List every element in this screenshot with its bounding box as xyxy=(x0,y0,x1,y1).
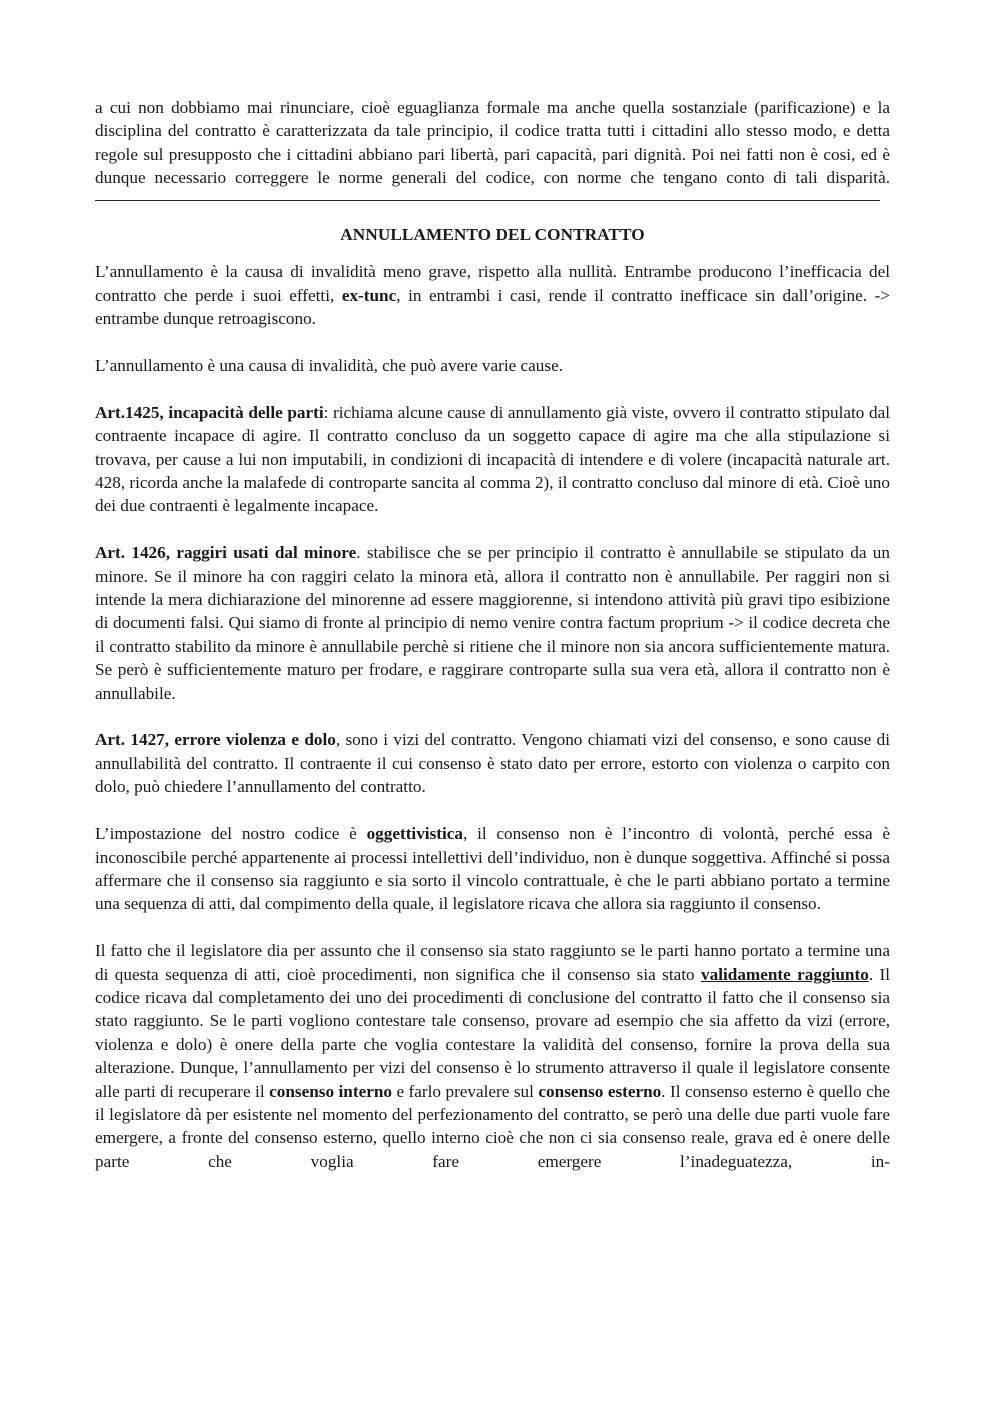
paragraph-text: . Il consenso esterno è quello che il legislatore dà per esistente nel momento del perfezionamento del contratto, se però una delle due parti vuole fare emergere, a fronte del consenso esterno, quello interno cioè che non ci sia consenso reale, grava ed è onere delle parte che voglia fare emergere l’inadeguatezza, in- xyxy=(95,1081,890,1171)
term-consenso-esterno: consenso esterno xyxy=(538,1081,662,1101)
paragraph-oggettivistica xyxy=(95,822,890,916)
paragraph-art-1425 xyxy=(95,401,890,518)
separator-line xyxy=(95,190,890,213)
section-title: ANNULLAMENTO DEL CONTRATTO xyxy=(340,225,645,245)
article-heading: Art.1425, incapacità delle parti xyxy=(95,402,324,422)
paragraph-text: Il fatto che il legislatore dia per assunto che il consenso sia stato raggiunto se le parti hanno portato a termine una di questa sequenza di atti, cioè procedimenti, non significa che il consenso sia stato xyxy=(95,941,890,984)
paragraph-text: , sono i vizi del contratto. Vengono chiamati vizi del consenso, e sono cause di annullabilità del contratto. Il contraente il cui consenso è stato dato per errore, estorto con violenza o carpito con dolo, può chiedere l’annullamento del contratto. xyxy=(95,730,890,797)
paragraph-text: L’impostazione del nostro codice è xyxy=(95,824,367,844)
paragraph-consenso xyxy=(95,939,890,1173)
intro-text: a cui non dobbiamo mai rinunciare, cioè eguaglianza formale ma anche quella sostanziale (parificazione) e la disciplina del contratto è caratterizzata da tale principio, il codice tratta tutti i cittadini allo stesso modo, e detta regole sul presupposto che i cittadini abbiano pari libertà, pari capacità, pari dignità. Poi nei fatti non è cosi, ed è dunque necessario correggere le norme generali del codice, con norme che tengano conto di tali disparità. xyxy=(95,98,890,188)
paragraph-annullamento-intro xyxy=(95,260,890,330)
paragraph-text: . Il codice ricava dal completamento dei uno dei procedimenti di conclusione del contratto il fatto che il consenso sia stato raggiunto. Se le parti vogliono contestare tale consenso, provare ad esempio che sia affetto da vizi (errore, violenza e dolo) è onere della parte che voglia contestare la validità del consenso, fornire la prova della sua alterazione. Dunque, l’annullamento per vizi del consenso è lo strumento attraverso il quale il legislatore consente alle parti di recuperare il xyxy=(95,964,891,1101)
paragraph-art-1426 xyxy=(95,541,890,705)
paragraph-text: , in entrambi i casi, rende il contratto inefficace sin dall’origine. -> entrambe dunque retroagiscono. xyxy=(95,285,890,329)
term-consenso-interno: consenso interno xyxy=(269,1081,392,1101)
paragraph-text: e farlo prevalere sul xyxy=(391,1081,539,1101)
article-heading: Art. 1427, errore violenza e dolo xyxy=(95,730,336,750)
intro-paragraph xyxy=(95,96,890,190)
paragraph-text: : richiama alcune cause di annullamento già viste, ovvero il contratto stipulato dal contraente incapace di agire. Il contratto concluso da un soggetto capace di agire ma che alla stipulazione si trovava, per cause a lui non imputabili, in condizioni di incapacità di intendere e di volere (incapacità naturale art. 428, ricorda anche la malafede di controparte sancita al comma 2), il contratto concluso dal minore di età. Cioè uno dei due contraenti è legalmente incapace. xyxy=(95,402,891,516)
paragraph-text: , il consenso non è l’incontro di volontà, perché essa è inconoscibile perché appartenente ai processi intellettivi dell’individuo, non è dunque soggettiva. Affinché si possa affermare che il consenso sia raggiunto e sia sorto il vincolo contrattuale, è che le parti abbiano portato a termine una sequenza di atti, dal compimento della quale, il legislatore ricava che allora sia raggiunto il consenso. xyxy=(95,824,891,914)
paragraph-text: . stabilisce che se per principio il contratto è annullabile se stipulato da un minore. Se il minore ha con raggiri celato la minora età, allora il contratto non è annullabile. Per raggiri non si intende la mera dichiarazione del minorenne ad essere maggiorenne, si intendono attività più gravi tipo esibizione di documenti falsi. Qui siamo di fronte al principio di nemo venire contra factum proprium -> il codice decreta che il contratto stabilito da minore è annullabile perchè si ritiene che il minore non sia ancora sufficientemente matura. Se però è sufficientemente maturo per frodare, e raggirare controparte sulla sua vera età, allora il contratto non è annullabile. xyxy=(95,543,890,703)
paragraph-art-1427 xyxy=(95,728,890,798)
article-heading: Art. 1426, raggiri usati dal minore xyxy=(95,543,357,563)
paragraph-text: L’annullamento è la causa di invalidità meno grave, rispetto alla nullità. Entrambe producono l’inefficacia del contratto che perde i suoi effetti, xyxy=(95,262,890,305)
term-validamente-raggiunto: validamente raggiunto xyxy=(701,964,869,984)
paragraph-text: L’annullamento è una causa di invalidità, che può avere varie cause. xyxy=(95,356,564,376)
paragraph-cause xyxy=(95,354,890,377)
term-oggettivistica: oggettivistica xyxy=(366,824,463,844)
term-ex-tunc: ex-tunc xyxy=(341,285,397,305)
